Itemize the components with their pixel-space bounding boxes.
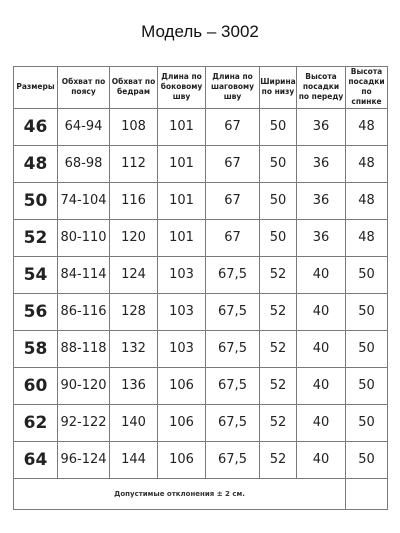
header-row [14, 67, 388, 109]
table-row [14, 293, 388, 330]
waist-cell: 68-98 [58, 145, 110, 182]
footer-empty-cell [346, 478, 388, 509]
back-rise-cell: 48 [346, 219, 388, 256]
inseam-cell: 67,5 [206, 404, 260, 441]
table-row [14, 367, 388, 404]
header-back-rise: Высота посадки по спинке [346, 67, 388, 109]
inseam-cell: 67,5 [206, 441, 260, 478]
tolerance-note: Допустимые отклонения ± 2 см. [14, 478, 346, 509]
side-seam-cell: 106 [158, 404, 206, 441]
front-rise-cell: 40 [297, 367, 346, 404]
size-cell: 56 [14, 293, 58, 330]
front-rise-cell: 36 [297, 145, 346, 182]
bottom-width-cell: 52 [260, 256, 297, 293]
waist-cell: 96-124 [58, 441, 110, 478]
hips-cell: 140 [110, 404, 158, 441]
back-rise-cell: 50 [346, 330, 388, 367]
bottom-width-cell: 52 [260, 330, 297, 367]
size-cell: 60 [14, 367, 58, 404]
waist-cell: 74-104 [58, 182, 110, 219]
side-seam-cell: 101 [158, 108, 206, 145]
front-rise-cell: 40 [297, 293, 346, 330]
table-row [14, 145, 388, 182]
hips-cell: 144 [110, 441, 158, 478]
size-cell: 54 [14, 256, 58, 293]
back-rise-cell: 50 [346, 293, 388, 330]
size-cell: 46 [14, 108, 58, 145]
bottom-width-cell: 52 [260, 367, 297, 404]
front-rise-cell: 40 [297, 256, 346, 293]
waist-cell: 88-118 [58, 330, 110, 367]
size-cell: 62 [14, 404, 58, 441]
front-rise-cell: 36 [297, 219, 346, 256]
header-side-seam-length: Длина по боковому шву [158, 67, 206, 109]
back-rise-cell: 48 [346, 182, 388, 219]
side-seam-cell: 103 [158, 330, 206, 367]
bottom-width-cell: 50 [260, 145, 297, 182]
hips-cell: 112 [110, 145, 158, 182]
page-title: Модель – 3002 [141, 22, 259, 41]
side-seam-cell: 101 [158, 182, 206, 219]
back-rise-cell: 48 [346, 108, 388, 145]
table-row [14, 182, 388, 219]
header-size: Размеры [14, 67, 58, 109]
inseam-cell: 67 [206, 219, 260, 256]
bottom-width-cell: 52 [260, 404, 297, 441]
bottom-width-cell: 52 [260, 293, 297, 330]
inseam-cell: 67 [206, 182, 260, 219]
front-rise-cell: 36 [297, 182, 346, 219]
bottom-width-cell: 52 [260, 441, 297, 478]
table-row [14, 441, 388, 478]
waist-cell: 92-122 [58, 404, 110, 441]
waist-cell: 86-116 [58, 293, 110, 330]
side-seam-cell: 103 [158, 293, 206, 330]
hips-cell: 128 [110, 293, 158, 330]
hips-cell: 124 [110, 256, 158, 293]
table-row [14, 404, 388, 441]
size-chart-table [13, 66, 388, 510]
header-bottom-width: Ширина по низу [260, 67, 297, 109]
footer-row [14, 478, 388, 509]
waist-cell: 90-120 [58, 367, 110, 404]
side-seam-cell: 101 [158, 219, 206, 256]
bottom-width-cell: 50 [260, 219, 297, 256]
table-row [14, 256, 388, 293]
waist-cell: 80-110 [58, 219, 110, 256]
header-hips: Обхват по бедрам [110, 67, 158, 109]
hips-cell: 136 [110, 367, 158, 404]
back-rise-cell: 50 [346, 256, 388, 293]
header-waist: Обхват по поясу [58, 67, 110, 109]
table-row [14, 219, 388, 256]
back-rise-cell: 48 [346, 145, 388, 182]
size-cell: 58 [14, 330, 58, 367]
size-cell: 48 [14, 145, 58, 182]
back-rise-cell: 50 [346, 404, 388, 441]
waist-cell: 64-94 [58, 108, 110, 145]
side-seam-cell: 101 [158, 145, 206, 182]
table-row [14, 330, 388, 367]
header-front-rise: Высота посадки по переду [297, 67, 346, 109]
bottom-width-cell: 50 [260, 108, 297, 145]
bottom-width-cell: 50 [260, 182, 297, 219]
front-rise-cell: 36 [297, 108, 346, 145]
table-row [14, 108, 388, 145]
inseam-cell: 67,5 [206, 367, 260, 404]
front-rise-cell: 40 [297, 330, 346, 367]
hips-cell: 132 [110, 330, 158, 367]
waist-cell: 84-114 [58, 256, 110, 293]
side-seam-cell: 103 [158, 256, 206, 293]
inseam-cell: 67,5 [206, 256, 260, 293]
hips-cell: 120 [110, 219, 158, 256]
front-rise-cell: 40 [297, 404, 346, 441]
hips-cell: 108 [110, 108, 158, 145]
size-cell: 50 [14, 182, 58, 219]
header-inseam-length: Длина по шаговому шву [206, 67, 260, 109]
inseam-cell: 67,5 [206, 293, 260, 330]
inseam-cell: 67 [206, 145, 260, 182]
size-cell: 52 [14, 219, 58, 256]
inseam-cell: 67,5 [206, 330, 260, 367]
side-seam-cell: 106 [158, 367, 206, 404]
front-rise-cell: 40 [297, 441, 346, 478]
back-rise-cell: 50 [346, 441, 388, 478]
hips-cell: 116 [110, 182, 158, 219]
side-seam-cell: 106 [158, 441, 206, 478]
back-rise-cell: 50 [346, 367, 388, 404]
size-cell: 64 [14, 441, 58, 478]
inseam-cell: 67 [206, 108, 260, 145]
